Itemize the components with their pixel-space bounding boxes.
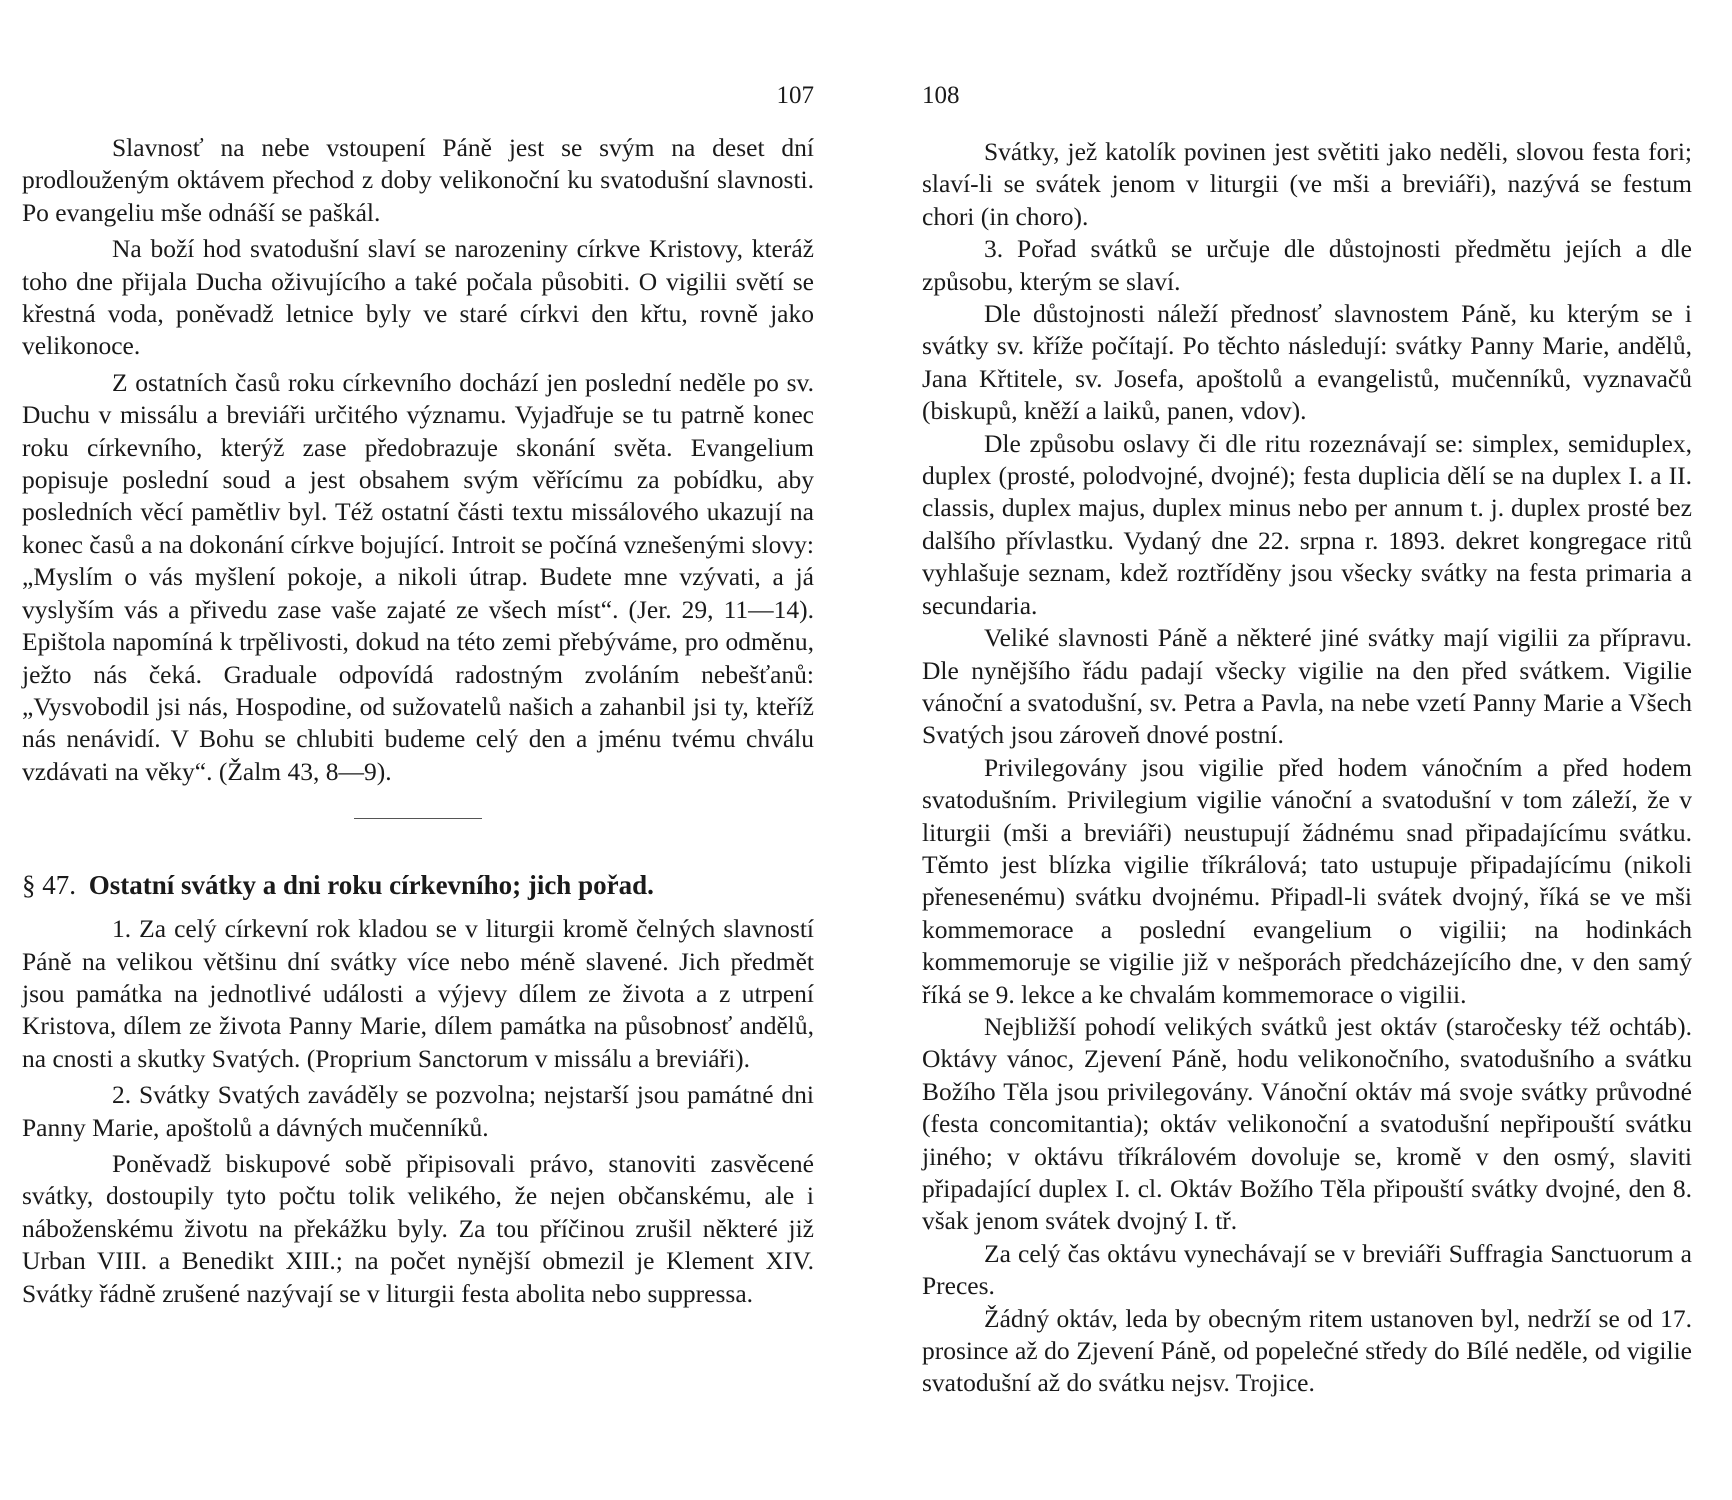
section-title: Ostatní svátky a dni roku církevního; jich pořad.: [88, 870, 654, 901]
section-divider: [354, 818, 482, 819]
paragraph: Dle způsobu oslavy či dle ritu rozeznávají se: simplex, semiduplex, duplex (prosté, polodvojné, dvojné); festa duplicia dělí se na duplex I. a II. classis, duplex majus, duplex minus nebo per annum t. j. duplex prosté bez dalšího přívlastku. Vydaný dne 22. srpna r. 1893. dekret kongregace ritů vyhlašuje seznam, kdež roztříděny jsou všecky svátky na festa primaria a secundaria.: [922, 428, 1692, 620]
paragraph: Žádný oktáv, leda by obecným ritem ustanoven byl, nedrží se od 17. prosince až do Zjevení Páně, od popelečné středy do Bílé neděle, od vigilie svatodušní až do svátku nejsv. Trojice.: [922, 1303, 1692, 1398]
paragraph: Dle důstojnosti náleží přednosť slavnostem Páně, ku kterým se i svátky sv. kříže počítají. Po těchto následují: svátky Panny Marie, andělů, Jana Křtitele, sv. Josefa, apoštolů a evangelistů, mučenníků, vyznavačů (biskupů, kněží a laiků, panen, vdov).: [922, 299, 1692, 426]
right-page-text: [922, 136, 1692, 1400]
paragraph: Privilegovány jsou vigilie před hodem vánočním a před hodem svatodušním. Privilegium vigilie vánoční a svatodušní v tom záleží, že v liturgii (mši a breviáři) neustupují žádnému snad připadajícímu svátku. Těmto jest blízka vigilie tříkrálová; tato ustupuje připadajícímu (nikoli přenesenému) svátku dvojnému. Připadl-li svátek dvojný, říká se ve mši kommemorace a poslední evangelium o vigilii; na hodinkách kommemoruje se vigilie již v nešporách předcházejícího dne, v den samý říká se 9. lekce a ke chvalám kommemorace o vigilii.: [922, 752, 1692, 1009]
page-number: 108: [922, 82, 960, 109]
paragraph: 1. Za celý církevní rok kladou se v liturgii kromě čelných slavností Páně na velikou většinu dní svátky více nebo méně slavené. Jich předmět jsou památka na jednotlivé události a výjevy dílem ze života a z utrpení Kristova, dílem ze života Panny Marie, dílem památka na působnosť andělů, na cnosti a skutky Svatých. (Proprium Sanctorum v missálu a breviáři).: [22, 914, 814, 1073]
section-heading: [22, 867, 814, 903]
paragraph: Slavnosť na nebe vstoupení Páně jest se svým na deset dní prodlouženým oktávem přechod z doby velikonoční ku svatodušní slavnosti. Po evangeliu mše odnáší se paškál.: [22, 133, 814, 227]
paragraph: Za celý čas oktávu vynechávají se v breviáři Suffragia Sanctuorum a Preces.: [922, 1238, 1692, 1301]
paragraph: Poněvadž biskupové sobě připisovali právo, stanoviti zasvěcené svátky, dostoupily tyto počtu tolik velikého, že nejen občanskému, ale i náboženskému životu na překážku byly. Za tou příčinou zrušil některé již Urban VIII. a Benedikt XIII.; na počet nynější obmezil je Klement XIV. Svátky řádně zrušené nazývají se v liturgii festa abolita nebo suppressa.: [22, 1148, 814, 1308]
paragraph: Z ostatních časů roku církevního dochází jen poslední neděle po sv. Duchu v missálu a breviáři určitého významu. Vyjadřuje se tu patrně konec roku církevního, kterýž zase předobrazuje skonání světa. Evangelium popisuje poslední soud a jest obsahem svým věřícímu za pobídku, aby posledních věcí pamětliv byl. Též ostatní části textu missálového ukazují na konec časů a na dokonání církve bojující. Introit se počíná vznešenými slovy: „Myslím o vás myšlení pokoje, a nikoli útrap. Budete mne vzývati, a já vyslyším vás a přivedu zase vaše zajaté ze všech míst“. (Jer. 29, 11—14). Epištola napomíná k trpělivosti, dokud na této zemi přebýváme, pro odměnu, ježto nás čeká. Graduale odpovídá radostným zvoláním nebešťanů: „Vysvobodil jsi nás, Hospodine, od sužovatelů našich a zahanbil jsi ty, kteříž nás nenávidí. V Bohu se chlubiti budeme celý den a jménu tvému chválu vzdávati na věky“. (Žalm 43, 8—9).: [22, 367, 814, 786]
paragraph: 3. Pořad svátků se určuje dle důstojnosti předmětu jejích a dle způsobu, kterým se slaví.: [922, 234, 1692, 296]
page-number: 107: [776, 82, 814, 109]
paragraph: Na boží hod svatodušní slaví se narozeniny církve Kristovy, kteráž toho dne přijala Ducha oživujícího a také počala působiti. O vigilii světí se křestná voda, poněvadž letnice byly ve staré církvi den křtu, rovně jako velikonoce.: [22, 234, 814, 361]
paragraph: 2. Svátky Svatých zaváděly se pozvolna; nejstarší jsou památné dni Panny Marie, apoštolů a dávných mučenníků.: [22, 1080, 814, 1142]
section-number: § 47.: [22, 870, 76, 901]
paragraph: Nejbližší pohodí velikých svátků jest oktáv (staročesky též ochtáb). Oktávy vánoc, Zjevení Páně, hodu velikonočního, svatodušního a svátku Božího Těla jsou privilegovány. Vánoční oktáv má svoje svátky průvodné (festa concomitantia); oktáv velikonoční a svatodušní nepřipouští svátku jiného; v oktávu tříkrálovém dovoluje se, kromě v den osmý, slaviti připadající duplex I. cl. Oktáv Božího Těla připouští svátky dvojné, den 8. však jenom svátek dvojný I. tř.: [922, 1011, 1692, 1236]
left-page-text: [22, 132, 814, 1314]
paragraph: Veliké slavnosti Páně a některé jiné svátky mají vigilii za přípravu. Dle nynějšího řádu padají všecky vigilie na den před svátkem. Vigilie vánoční a svatodušní, sv. Petra a Pavla, na nebe vzetí Panny Marie a Všech Svatých jsou zároveň dnové postní.: [922, 623, 1692, 750]
paragraph: Svátky, jež katolík povinen jest světiti jako neděli, slovou festa fori; slaví-li se svátek jenom v liturgii (ve mši a breviáři), nazývá se festum chori (in choro).: [922, 137, 1692, 231]
